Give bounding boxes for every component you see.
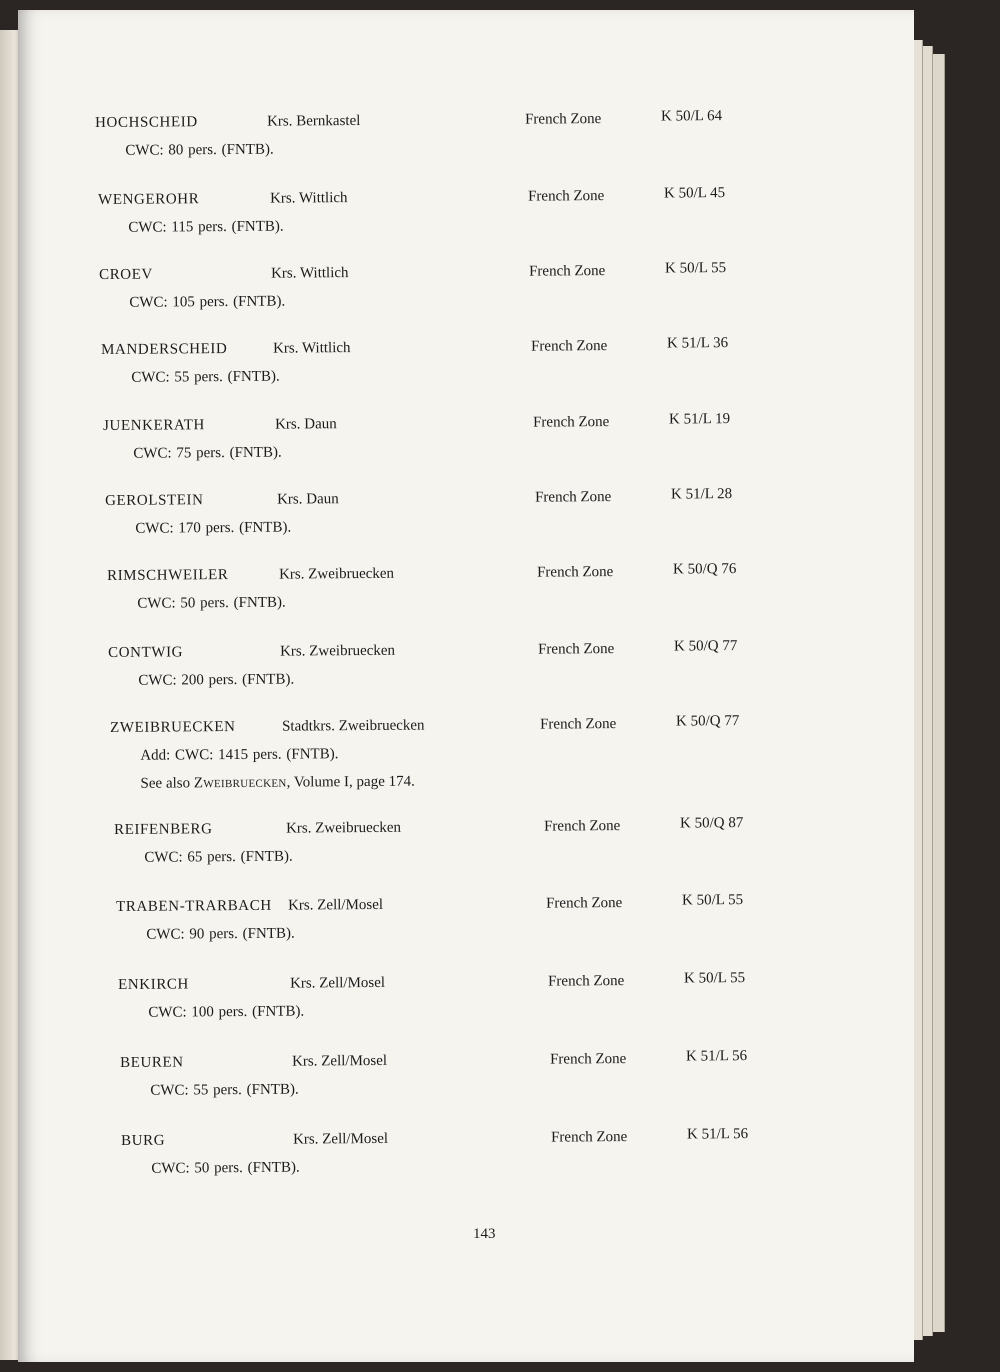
zone-label: French Zone — [547, 973, 625, 990]
entry — [118, 972, 818, 1043]
zone-label: French Zone — [536, 564, 614, 581]
map-reference: K 51/L 19 — [668, 411, 731, 428]
entry — [101, 337, 801, 408]
entry — [99, 262, 799, 333]
cwc-count: CWC: 115 pers. (FNTB). — [128, 218, 284, 236]
cwc-count: CWC: 50 pers. (FNTB). — [151, 1159, 300, 1177]
district-name: Krs. Daun — [276, 491, 339, 508]
town-name: ZWEIBRUECKEN — [110, 719, 236, 736]
see-also-name: Zweibruecken — [193, 774, 287, 792]
see-also-suffix: , Volume I, page 174. — [286, 773, 415, 791]
town-name: MANDERSCHEID — [101, 341, 228, 358]
district-name: Krs. Zell/Mosel — [291, 1052, 388, 1070]
cwc-count: CWC: 65 pers. (FNTB). — [144, 848, 293, 866]
map-reference: K 51/L 56 — [686, 1126, 749, 1143]
district-name: Krs. Wittlich — [270, 265, 349, 282]
town-name: TRABEN-TRARBACH — [116, 897, 272, 915]
cwc-count: CWC: 50 pers. (FNTB). — [137, 594, 286, 612]
cwc-count: CWC: 200 pers. (FNTB). — [138, 671, 295, 689]
zone-label: French Zone — [528, 263, 606, 280]
zone-label: French Zone — [530, 338, 608, 355]
entry — [108, 640, 808, 711]
district-name: Krs. Zweibruecken — [279, 642, 396, 660]
town-name: HOCHSCHEID — [95, 114, 198, 131]
entry — [107, 563, 807, 634]
zone-label: French Zone — [543, 818, 621, 835]
zone-label: French Zone — [550, 1129, 628, 1146]
cwc-count: CWC: 55 pers. (FNTB). — [131, 368, 280, 386]
district-name: Krs. Zweibruecken — [278, 565, 395, 583]
cwc-count: CWC: 100 pers. (FNTB). — [148, 1003, 305, 1021]
town-name: ENKIRCH — [118, 976, 189, 993]
entry — [114, 817, 814, 888]
entry — [103, 413, 803, 484]
page-number: 143 — [473, 1226, 496, 1242]
zone-label: French Zone — [537, 641, 615, 658]
district-name: Stadtkrs. Zweibruecken — [281, 717, 425, 735]
cwc-count: CWC: 105 pers. (FNTB). — [129, 293, 286, 311]
district-name: Krs. Zell/Mosel — [289, 974, 386, 992]
town-name: BURG — [121, 1132, 166, 1149]
entry — [120, 1050, 820, 1121]
zone-label: French Zone — [545, 895, 623, 912]
map-reference: K 50/L 55 — [681, 892, 744, 909]
entry — [116, 894, 816, 965]
entry — [95, 110, 795, 181]
map-reference: K 50/L 55 — [683, 970, 746, 987]
town-name: CONTWIG — [108, 644, 184, 661]
town-name: WENGEROHR — [98, 191, 200, 208]
cwc-count: CWC: 170 pers. (FNTB). — [135, 519, 292, 537]
district-name: Krs. Wittlich — [269, 190, 348, 207]
cwc-count: CWC: 75 pers. (FNTB). — [133, 444, 282, 462]
entry — [121, 1128, 821, 1199]
district-name: Krs. Daun — [274, 416, 337, 433]
entry — [98, 187, 798, 258]
district-name: Krs. Zell/Mosel — [292, 1130, 389, 1148]
map-reference: K 50/Q 87 — [679, 815, 744, 832]
zone-label: French Zone — [524, 111, 602, 128]
map-reference: K 50/L 55 — [664, 260, 727, 277]
zone-label: French Zone — [534, 489, 612, 506]
district-name: Krs. Bernkastel — [266, 112, 361, 130]
map-reference: K 50/Q 77 — [673, 638, 738, 655]
see-also-prefix: See also — [140, 775, 191, 792]
cross-reference — [140, 774, 414, 793]
zone-label: French Zone — [527, 188, 605, 205]
town-name: BEUREN — [120, 1054, 184, 1071]
town-name: JUENKERATH — [103, 417, 205, 434]
document-page — [18, 10, 914, 1362]
map-reference: K 50/L 64 — [660, 108, 723, 125]
entry — [105, 488, 805, 559]
cwc-count: CWC: 55 pers. (FNTB). — [150, 1081, 299, 1099]
cwc-count: CWC: 90 pers. (FNTB). — [146, 925, 295, 943]
cwc-count: Add: CWC: 1415 pers. (FNTB). — [140, 746, 339, 764]
district-name: Krs. Zell/Mosel — [287, 896, 384, 914]
map-reference: K 51/L 56 — [685, 1048, 748, 1065]
town-name: RIMSCHWEILER — [107, 567, 229, 584]
map-reference: K 51/L 28 — [670, 486, 733, 503]
cwc-count: CWC: 80 pers. (FNTB). — [125, 141, 274, 159]
district-name: Krs. Wittlich — [272, 340, 351, 357]
town-name: REIFENBERG — [114, 821, 213, 838]
map-reference: K 51/L 36 — [666, 335, 729, 352]
map-reference: K 50/L 45 — [663, 185, 726, 202]
entry — [110, 715, 811, 810]
zone-label: French Zone — [532, 414, 610, 431]
town-name: CROEV — [99, 266, 153, 283]
town-name: GEROLSTEIN — [105, 492, 204, 509]
map-reference: K 50/Q 77 — [675, 713, 740, 730]
district-name: Krs. Zweibruecken — [285, 819, 402, 837]
zone-label: French Zone — [539, 716, 617, 733]
zone-label: French Zone — [549, 1051, 627, 1068]
map-reference: K 50/Q 76 — [672, 561, 737, 578]
